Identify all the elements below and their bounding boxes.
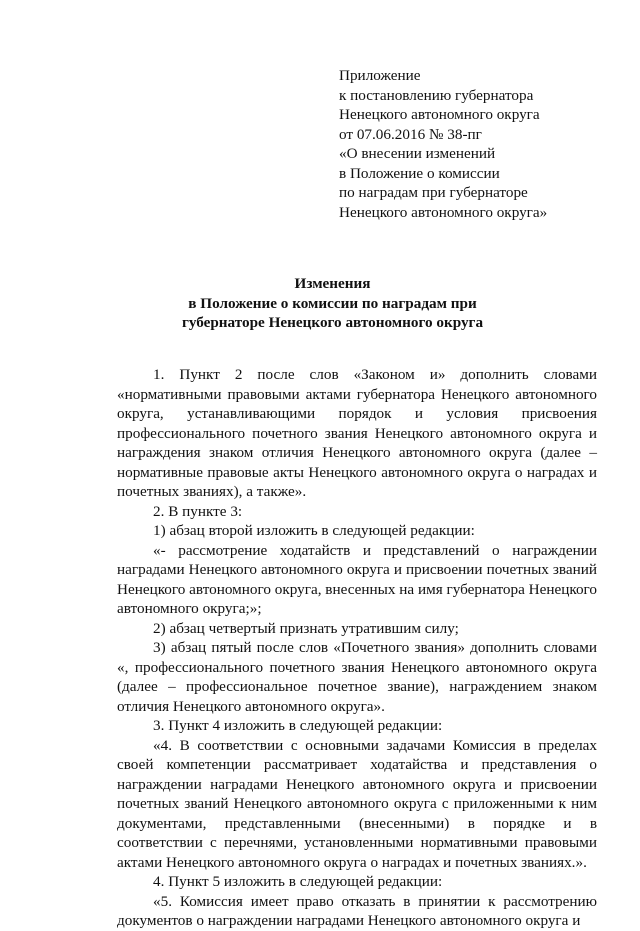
appendix-line: Ненецкого автономного округа [339, 106, 540, 123]
appendix-header [339, 66, 629, 222]
paragraph: «4. В соответствии с основными задачами Комиссия в пределах своей компетенции рассматривает ходатайства и представления о награждении наградами Ненецкого автономного округа и присвоении почетных званий Ненецкого автономного округа с приложенными к ним документами, представленными (внесенными) в порядке и в соответствии с перечнями, установленными нормативными правовыми актами Ненецкого автономного округа о наградах и почетных званиях.». [117, 736, 597, 871]
paragraph: 2) абзац четвертый признать утратившим силу; [153, 619, 459, 637]
paragraph: 4. Пункт 5 изложить в следующей редакции: [153, 873, 443, 890]
paragraph: 1) абзац второй изложить в следующей редакции: [153, 522, 475, 539]
paragraph: 3) абзац пятый после слов «Почетного звания» дополнить словами «, профессионального почетного звания Ненецкого автономного округа (далее – профессиональное почетное звание), награждением знаком отличия Ненецкого автономного округа». [117, 639, 597, 715]
appendix-line: к постановлению губернатора [339, 86, 534, 104]
title-line: в Положение о комиссии по наградам при [188, 294, 477, 312]
appendix-line: от 07.06.2016 № 38-пг [339, 125, 482, 143]
appendix-line: Приложение [339, 67, 421, 84]
document-body [117, 365, 597, 931]
appendix-line: по наградам при губернаторе [339, 184, 528, 201]
title-line: Изменения [294, 275, 371, 292]
paragraph: 1. Пункт 2 после слов «Законом и» дополнить словами «нормативными правовыми актами губернатора Ненецкого автономного округа, устанавливающими порядок и условия присвоения профессионального почетного звания Ненецкого автономного округа и награждения знаком отличия Ненецкого автономного округа (далее – нормативные правовые акты Ненецкого автономного округа о наградах и почетных званиях), а также». [117, 366, 597, 500]
title-line: губернаторе Ненецкого автономного округа [181, 314, 484, 331]
appendix-line: «О внесении изменений [339, 145, 496, 162]
appendix-line: в Положение о комиссии [339, 164, 500, 182]
paragraph: 2. В пункте 3: [153, 502, 243, 520]
paragraph: 3. Пункт 4 изложить в следующей редакции: [153, 717, 443, 734]
appendix-line: Ненецкого автономного округа» [339, 203, 548, 221]
paragraph: «- рассмотрение ходатайств и представлений о награждении наградами Ненецкого автономного округа и присвоении почетных званий Ненецкого автономного округа, внесенных на имя губернатора Ненецкого автономного округа;»; [117, 541, 597, 617]
paragraph: «5. Комиссия имеет право отказать в принятии к рассмотрению документов о награждении наградами Ненецкого автономного округа и [117, 892, 597, 929]
document-title [110, 274, 555, 333]
